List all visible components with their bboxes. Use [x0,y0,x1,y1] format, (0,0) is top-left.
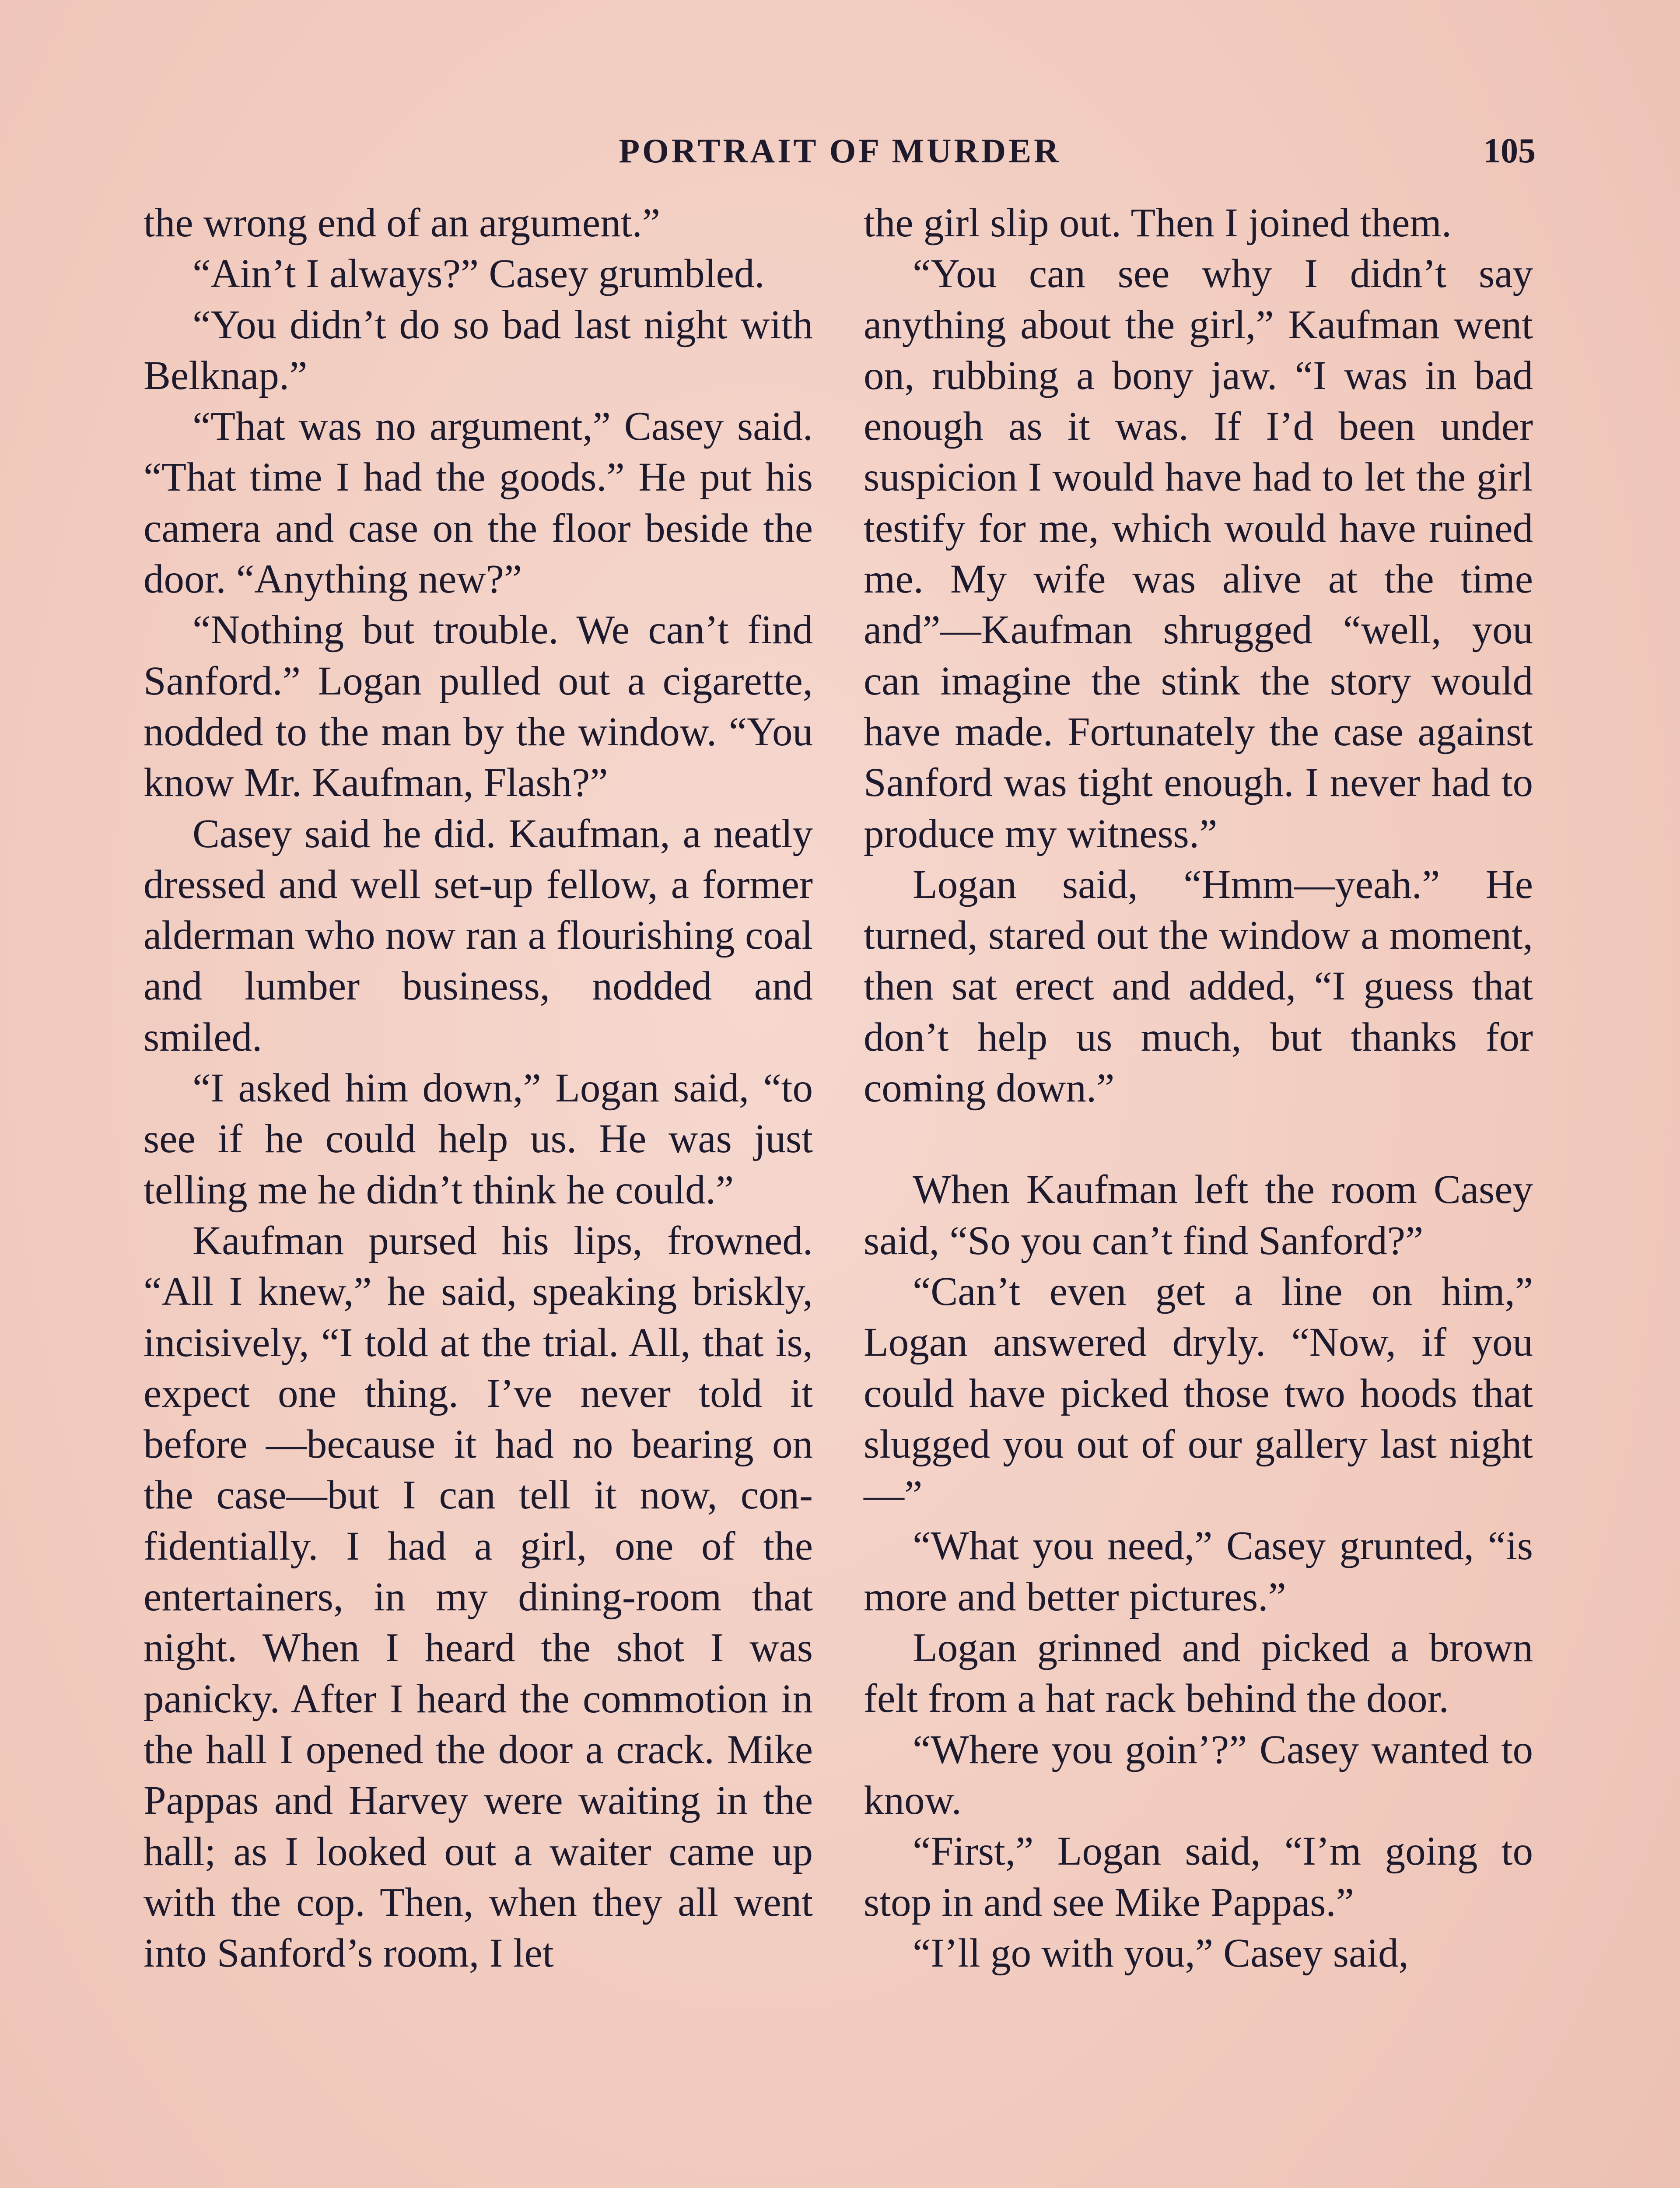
paragraph: “Ain’t I always?” Casey grumbled. [192,251,765,297]
paragraph: “You didn’t do so bad last night with Belknap.” [144,302,813,398]
paragraph: “I’ll go with you,” Casey said, [913,1930,1409,1976]
paragraph: the girl slip out. Then I joined them. [864,200,1452,245]
paragraph: “Can’t even get a line on him,” Logan answered dryly. “Now, if you could have picked those two hoods that slugged you out of our gallery last night—” [864,1269,1533,1518]
paragraph: “What you need,” Casey grunted, “is more and better pictures.” [864,1523,1533,1620]
paragraph: “I asked him down,” Logan said, “to see if he could help us. He was just telling me he didn’t think he could.” [144,1066,813,1213]
page-header [144,131,1536,175]
paragraph: “Where you goin’?” Casey wanted to know. [864,1727,1533,1823]
running-head: PORTRAIT OF MURDER [619,132,1061,170]
paragraph: the wrong end of an argument.” [144,200,661,245]
paragraph: Logan said, “Hmm—yeah.” He turned, stared out the window a moment, then sat erect and added, “I guess that don’t help us much, but thanks for coming down.” [864,862,1533,1111]
paragraph: “That was no argument,” Casey said. “That time I had the goods.” He put his camera and case on the floor beside the door. “Anything new?” [144,404,813,602]
paragraph: Casey said he did. Kaufman, a neatly dressed and well set-up fellow, a former alderman who now ran a flourishing coal and lumber business, nodded and smiled. [144,811,813,1060]
paragraph: “You can see why I didn’t say anything about the girl,” Kaufman went on, rubbing a bony jaw. “I was in bad enough as it was. If I’d been under suspicion I would have had to let the girl testify for me, which would have ruined me. My wife was alive at the time and”—Kaufman shrugged “well, you can imagine the stink the story would have made. Fortunately the case against Sanford was tight enough. I never had to produce my witness.” [864,251,1533,856]
page-number: 105 [1483,132,1536,170]
paragraph: “First,” Logan said, “I’m going to stop in and see Mike Pappas.” [864,1829,1533,1925]
paragraph: Kaufman pursed his lips, frowned. “All I knew,” he said, speaking briskly, incisively, “I told at the trial. All, that is, expect one thing. I’ve never told it before —because it had no bearing on the case—but I can tell it now, confidentially. I had a girl, one of the entertainers, in my dining-room that night. When I heard the shot I was panicky. After I heard the commotion in the hall I opened the door a crack. Mike Pappas and Harvey were waiting in the hall; as I looked out a waiter came up with the cop. Then, when they all went into Sanford’s room, I let [144,1218,813,1976]
paragraph: “Nothing but trouble. We can’t find Sanford.” Logan pulled out a cigarette, nodded to the man by the window. “You know Mr. Kaufman, Flash?” [144,607,813,806]
paragraph: When Kaufman left the room Casey said, “So you can’t find Sanford?” [864,1167,1533,1263]
left-column [144,198,813,1979]
paragraph: Logan grinned and picked a brown felt from a hat rack behind the door. [864,1625,1533,1722]
right-column [864,198,1533,1979]
